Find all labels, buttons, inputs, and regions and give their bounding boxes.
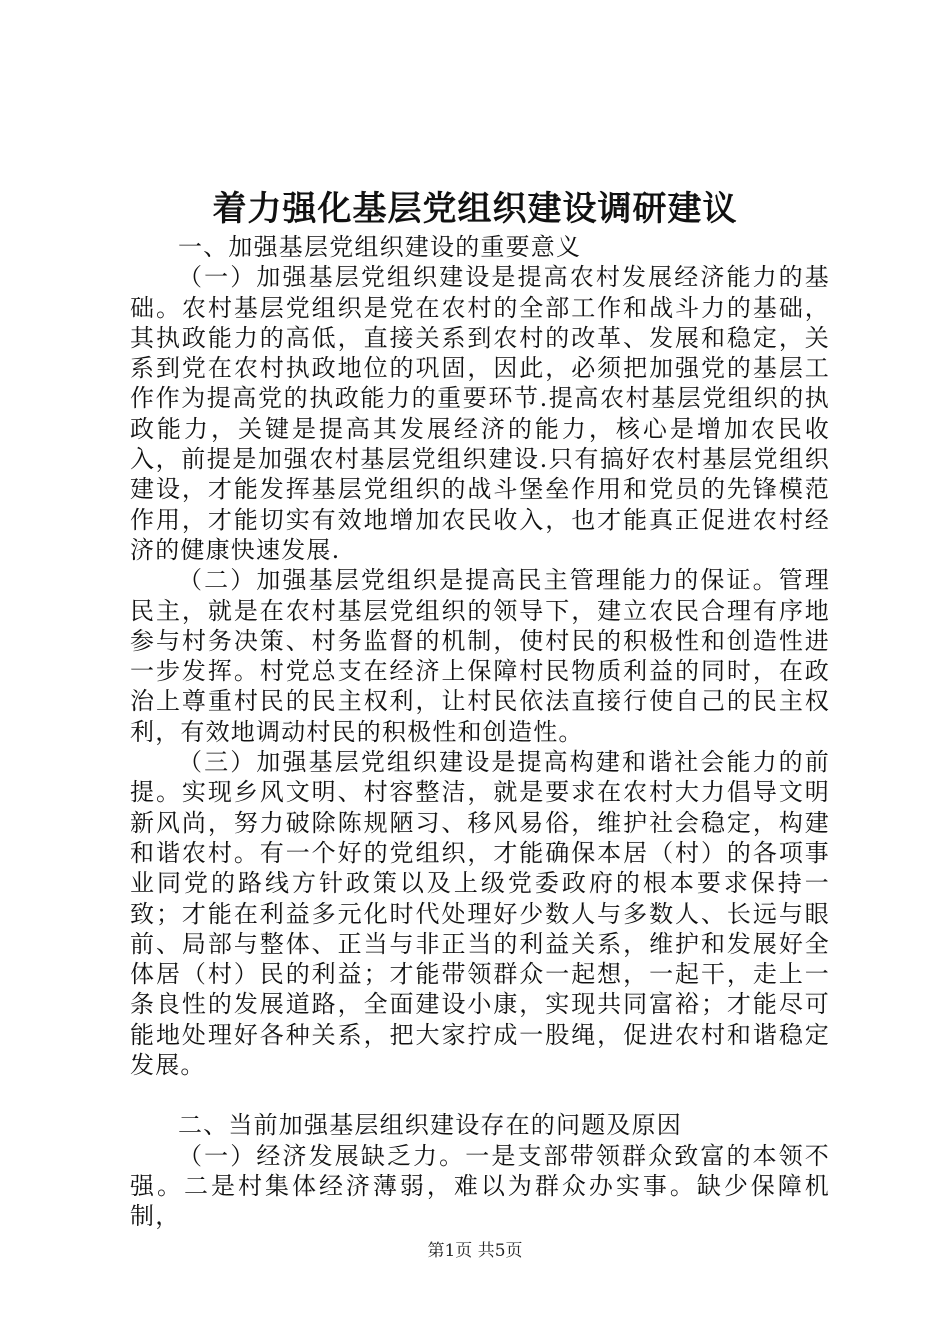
section-2-heading: 二、当前加强基层组织建设存在的问题及原因 xyxy=(178,1111,682,1140)
document-body xyxy=(130,232,830,1232)
document-title: 着力强化基层党组织建设调研建议 xyxy=(212,189,738,229)
section-1-paragraph-3: （三）加强基层党组织建设是提高构建和谐社会能力的前提。实现乡风文明、村容整洁，就是要求在农村大力倡导文明新风尚，努力破除陈规陋习、移风易俗，维护社会稳定，构建和谐农村。有一个好的党组织，才能确保本居（村）的各项事业同党的路线方针政策以及上级党委政府的根本要求保持一致；才能在利益多元化时代处理好少数人与多数人、长远与眼前、局部与整体、正当与非正当的利益关系，维护和发展好全体居（村）民的利益；才能带领群众一起想，一起干，走上一条良性的发展道路，全面建设小康，实现共同富裕；才能尽可能地处理好各种关系，把大家拧成一股绳，促进农村和谐稳定发展。 xyxy=(130,748,830,1080)
section-spacer xyxy=(130,1080,830,1110)
page-number-footer: 第1页 共5页 xyxy=(427,1241,523,1261)
section-1-paragraph-2: （二）加强基层党组织是提高民主管理能力的保证。管理民主，就是在农村基层党组织的领导下，建立农民合理有序地参与村务决策、村务监督的机制，使村民的积极性和创造性进一步发挥。村党总支在经济上保障村民物质利益的同时，在政治上尊重村民的民主权利，让村民依法直接行使自己的民主权利，有效地调动村民的积极性和创造性。 xyxy=(130,566,830,746)
section-2-paragraph-1: （一）经济发展缺乏力。一是支部带领群众致富的本领不强。二是村集体经济薄弱，难以为群众办实事。缺少保障机制， xyxy=(130,1141,830,1231)
section-1-heading: 一、加强基层党组织建设的重要意义 xyxy=(178,233,582,261)
section-1-paragraph-1: （一）加强基层党组织建设是提高农村发展经济能力的基础。农村基层党组织是党在农村的全部工作和战斗力的基础，其执政能力的高低，直接关系到农村的改革、发展和稳定，关系到党在农村执政地位的巩固，因此，必须把加强党的基层工作作为提高党的执政能力的重要环节.提高农村基层党组织的执政能力，关键是提高其发展经济的能力，核心是增加农民收入，前提是加强农村基层党组织建设.只有搞好农村基层党组织建设，才能发挥基层党组织的战斗堡垒作用和党员的先锋模范作用，才能切实有效地增加农民收入，也才能真正促进农村经济的健康快速发展. xyxy=(130,263,830,564)
